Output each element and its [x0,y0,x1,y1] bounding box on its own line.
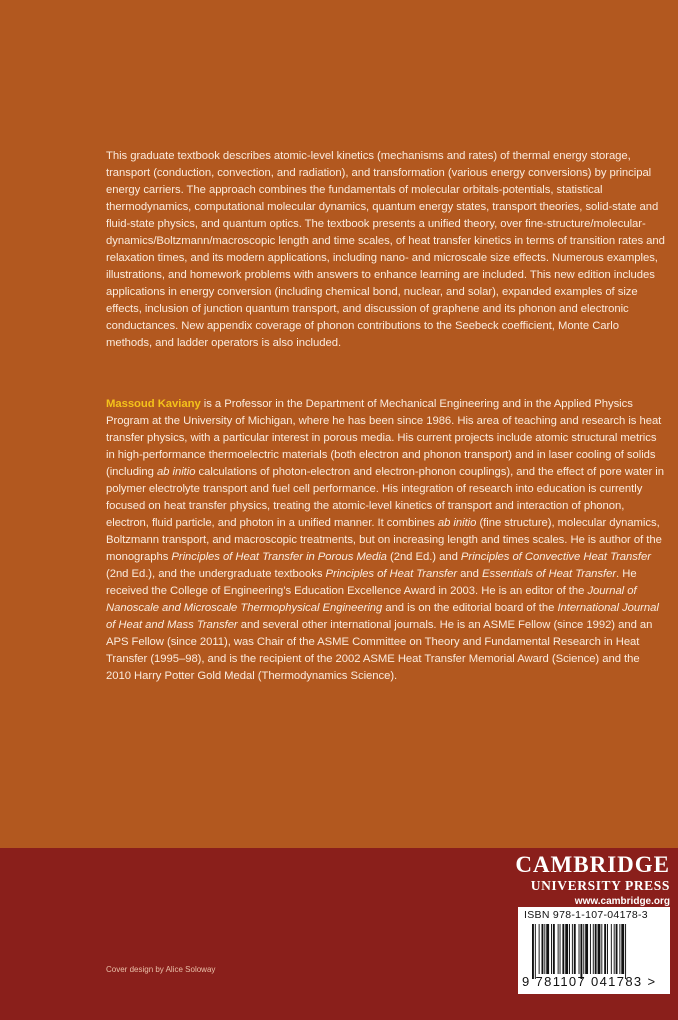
barcode-bar [544,924,545,974]
book-description [106,148,666,352]
bio-text-9: and several other international journals. He is an ASME Fellow (since 1992) and an APS Fellow (since 2011), was Chair of the ASME Committee on Theory and Fundamental Research in Heat Transfer (1995–98), and is the recipient of the 2002 ASME Heat Transfer Memorial Award (Science) and the 2010 Harry Potter Gold Medal (Thermodynamics Science). [106,619,653,682]
barcode-bar [546,924,549,974]
bio-italic-6: Essentials of Heat Transfer [481,568,617,580]
barcode-bar [551,924,552,974]
barcode-bar [614,924,615,974]
bio-text-5: (2nd Ed.), and the undergraduate textbooks [106,568,326,580]
bio-text-2: calculations of photon-electron and electron-phonon couplings), and the effect of pore water in polymer electrolyte transport and fuel cell performance. His integration of research into education is currently focused on heat transfer physics, treating the atomic-level kinetics of transport and interaction of phonon, electron, fluid particle, and photon in a unified manner. It combines [106,466,664,529]
barcode-bar [542,924,544,974]
barcode-bar [621,924,624,974]
barcode-bar [535,924,536,979]
barcode-bar [607,924,608,974]
bio-italic-1: ab initio [156,466,196,478]
barcode-bar [625,924,626,979]
barcode-bar [580,924,582,979]
bio-italic-8: International Journal of Heat and Mass Transfer [106,602,659,631]
barcode-bar [565,924,568,974]
bio-text-7: . He received the College of Engineering’s Education Excellence Award in 2003. He is an editor of the [106,568,637,597]
barcode-bar [604,924,606,974]
barcode-bar [616,924,618,974]
barcode-bar [619,924,620,974]
barcode-bar [590,924,591,974]
bio-text-8: and is on the editorial board of the [382,602,558,614]
publisher-name: CAMBRIDGE [515,852,670,877]
barcode-bar [593,924,594,974]
publisher-logo [510,852,670,909]
publisher-subtitle: UNIVERSITY PRESS [530,878,670,893]
barcode-bar [539,924,540,974]
bio-text-3: (fine structure), molecular dynamics, Boltzmann transport, and macroscopic treatments, but on increasing length and times scales. He is author of the monographs [106,517,662,563]
bio-text-6: and [457,568,482,580]
barcode-bar [574,924,576,974]
barcode-bar [585,924,588,974]
author-name: Massoud Kaviany [106,398,201,410]
barcode-bar [572,924,573,974]
bio-italic-7: Journal of Nanoscale and Microscale Thermophysical Engineering [106,585,637,614]
barcode-panel [518,907,670,994]
barcode-bar [569,924,570,974]
bio-text-4: (2nd Ed.) and [386,551,461,563]
publisher-url: www.cambridge.org [574,896,670,907]
barcode-bar [611,924,612,974]
isbn-label: ISBN 978-1-107-04178-3 [524,909,648,921]
barcode-bar [595,924,597,974]
bio-italic-3: Principles of Heat Transfer in Porous Media [171,551,387,563]
barcode-bar [598,924,601,974]
barcode-bar [601,924,602,974]
bio-text-1: is a Professor in the Department of Mechanical Engineering and in the Applied Physics Program at the University of Michigan, where he has been since 1986. His area of teaching and research is heat transfer physics, with a particular interest in porous media. His current projects include atomic structural metrics in high-performance thermoelectric materials (both electron and phonon transport) and in laser cooling of solids (including [106,398,662,478]
cover-design-credit: Cover design by Alice Soloway [106,965,216,974]
barcode-bar [579,924,580,974]
barcode-bar [583,924,584,974]
barcode-bar [562,924,564,974]
barcode-bar [558,924,559,974]
barcode-bar [560,924,561,974]
bio-italic-4: Principles of Convective Heat Transfer [460,551,651,563]
barcode-bar [553,924,555,974]
description-text: This graduate textbook describes atomic-level kinetics (mechanisms and rates) of thermal energy storage, transport (conduction, convection, and radiation), and transformation (various energy conversions) by principal energy carriers. The approach combines the fundamentals of molecular orbitals-potentials, statistical thermodynamics, computational molecular dynamics, quantum energy states, transport theories, solid-state and fluid-state physics, and quantum optics. The textbook presents a unified theory, over fine-structure/molecular-dynamics/Boltzmann/macroscopic length and time scales, of heat transfer kinetics in terms of transition rates and relaxation times, and its modern applications, including nano- and microscale size effects. Numerous examples, illustrations, and homework problems with answers to enhance learning are included. This new edition includes applications in energy conversion (including chemical bond, nuclear, and solar), expanded examples of size effects, inclusion of junction quantum transport, and discussion of graphene and its phonon and electronic conductances. New appendix coverage of phonon contributions to the Seebeck coefficient, Monte Carlo methods, and ladder operators is also included. [106,150,665,349]
bio-italic-5: Principles of Heat Transfer [325,568,458,580]
author-bio [106,396,666,685]
barcode-bar [532,924,534,979]
bio-italic-2: ab initio [437,517,477,529]
barcode-digits: 9 781107 041783 > [522,974,657,989]
